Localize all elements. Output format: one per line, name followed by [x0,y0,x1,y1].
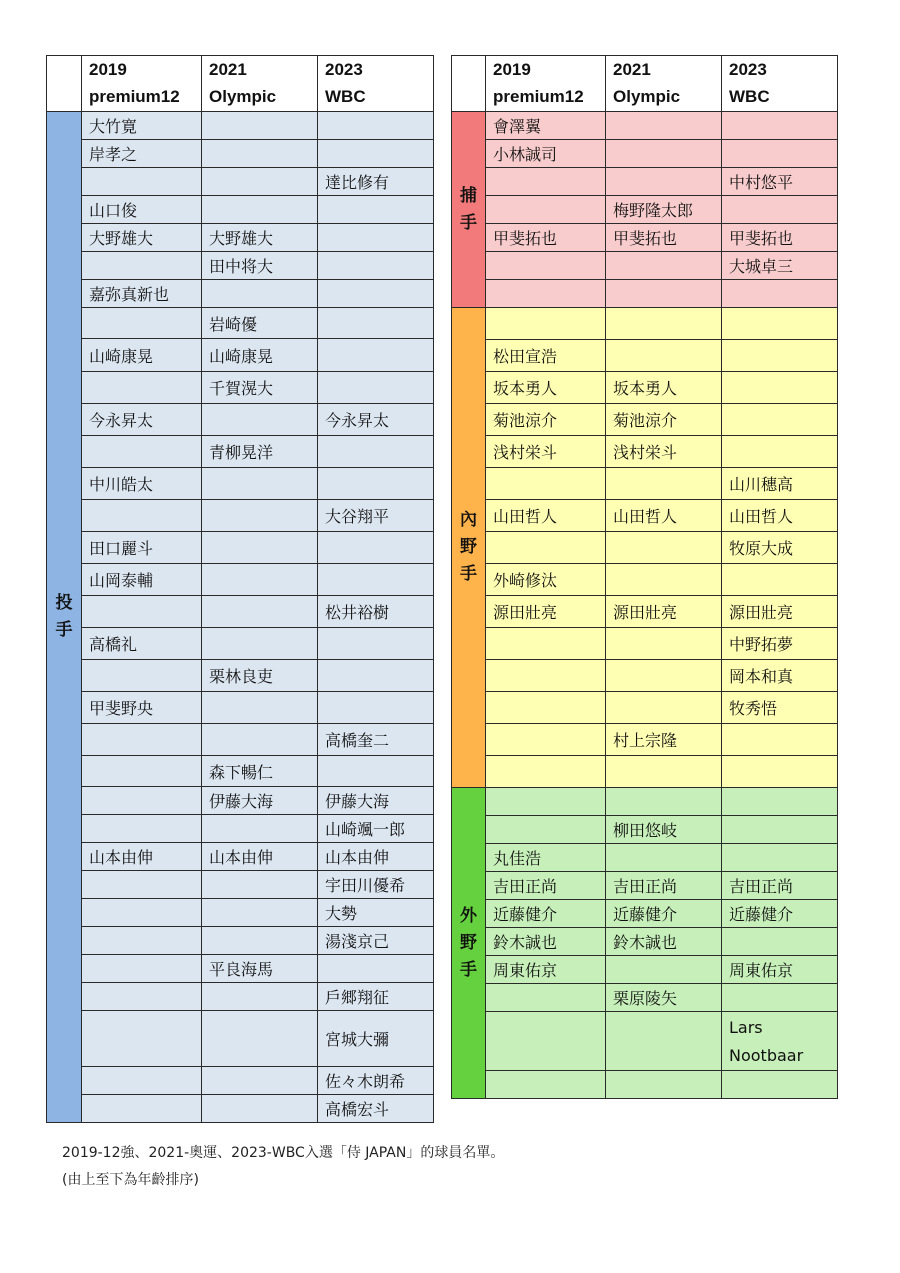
player-cell [202,168,318,196]
player-cell [486,280,606,308]
player-cell [606,112,722,140]
table-row [452,196,838,224]
player-cell [82,899,202,927]
player-cell [722,1071,838,1099]
player-cell: 田口麗斗 [82,532,202,564]
infielders-group-label [452,308,486,788]
player-cell [202,927,318,955]
table-row [452,564,838,596]
player-cell [202,692,318,724]
player-cell: 岸孝之 [82,140,202,168]
table-row [47,787,434,815]
player-cell: 大谷翔平 [318,500,434,532]
player-cell [82,1095,202,1123]
table-row [452,252,838,280]
player-cell: 山田哲人 [486,500,606,532]
table-row [452,308,838,340]
player-cell [722,340,838,372]
player-cell: 甲斐拓也 [486,224,606,252]
player-cell [202,899,318,927]
player-cell [202,724,318,756]
player-cell: 伊藤大海 [318,787,434,815]
table-row [452,140,838,168]
player-cell [82,955,202,983]
table-row [47,500,434,532]
outfielders-group-label [452,788,486,1099]
player-cell: 田中将大 [202,252,318,280]
group-label-char: 內 [460,510,477,530]
player-cell [722,816,838,844]
player-cell [606,756,722,788]
group-label-char: 外 [460,905,477,926]
table-row [452,404,838,436]
table-row [47,660,434,692]
player-cell [722,404,838,436]
player-cell [318,756,434,787]
table-row [452,1012,838,1071]
player-cell: 松井裕樹 [318,596,434,628]
table-row [452,168,838,196]
table-row [452,692,838,724]
player-cell [82,660,202,692]
player-cell [318,532,434,564]
player-cell [202,564,318,596]
player-cell [722,112,838,140]
group-label-char: 野 [460,932,477,953]
player-cell [318,252,434,280]
table-row [452,372,838,404]
player-cell [606,660,722,692]
player-cell [82,724,202,756]
player-cell: 近藤健介 [486,900,606,928]
player-cell: 吉田正尚 [722,872,838,900]
player-cell: 岩崎優 [202,308,318,339]
player-cell [202,596,318,628]
player-cell [202,983,318,1011]
player-cell [82,436,202,468]
table-row [47,436,434,468]
player-cell: 山岡泰輔 [82,564,202,596]
player-cell [82,756,202,787]
player-cell: 外崎修汰 [486,564,606,596]
player-cell [722,788,838,816]
player-cell: 山崎康晃 [202,339,318,372]
player-cell [606,1071,722,1099]
player-cell [606,1012,722,1071]
player-cell [82,927,202,955]
player-cell [82,308,202,339]
player-cell: 栗原陵矢 [606,984,722,1012]
player-cell [318,372,434,404]
player-cell: 牧原大成 [722,532,838,564]
table-row [47,756,434,787]
table-row [47,983,434,1011]
player-cell [202,815,318,843]
table-row [47,564,434,596]
fielders-table [451,55,838,1099]
player-cell: 大竹寛 [82,112,202,140]
player-cell [318,308,434,339]
player-cell [202,140,318,168]
player-cell [318,628,434,660]
table-row [47,404,434,436]
player-cell [82,372,202,404]
table-row [452,956,838,984]
player-cell: 山本由伸 [318,843,434,871]
player-cell [202,532,318,564]
table-row [452,628,838,660]
player-cell [486,168,606,196]
table-row [47,815,434,843]
player-cell [486,660,606,692]
player-cell: 森下暢仁 [202,756,318,787]
player-cell: 源田壯亮 [606,596,722,628]
player-cell: 山崎颯一郎 [318,815,434,843]
player-cell: 山本由伸 [82,843,202,871]
table-row [47,372,434,404]
player-cell [202,628,318,660]
table-row [452,224,838,252]
player-cell [486,196,606,224]
table-row [452,844,838,872]
player-cell: 山川穗高 [722,468,838,500]
player-cell: 近藤健介 [606,900,722,928]
header-row [452,56,838,112]
header-2021: 2021 Olympic [202,56,318,112]
catchers-group-label [452,112,486,308]
player-cell [606,692,722,724]
player-cell [82,1067,202,1095]
table-row [452,724,838,756]
player-cell [486,788,606,816]
player-cell [722,928,838,956]
player-cell [202,1095,318,1123]
table-row [452,112,838,140]
player-cell [318,436,434,468]
group-label-char: 手 [460,564,477,584]
player-cell [82,983,202,1011]
player-cell [722,196,838,224]
player-cell [318,660,434,692]
player-cell [722,308,838,340]
player-cell [486,692,606,724]
player-cell [606,788,722,816]
player-cell: 宮城大彌 [318,1011,434,1067]
group-label-char: 投 [55,593,73,613]
table-row [47,532,434,564]
player-cell [202,500,318,532]
table-row [47,927,434,955]
fielders-body [452,112,838,1099]
player-cell: 山田哲人 [722,500,838,532]
table-row [452,1071,838,1099]
player-cell [606,468,722,500]
player-cell [722,984,838,1012]
table-row [452,872,838,900]
player-cell [82,1011,202,1067]
player-cell: 周東佑京 [486,956,606,984]
player-cell: 鈴木誠也 [486,928,606,956]
player-cell [606,168,722,196]
table-row [47,468,434,500]
player-cell: 甲斐拓也 [606,224,722,252]
player-cell: 甲斐拓也 [722,224,838,252]
pitchers-body [47,112,434,1123]
player-cell [722,724,838,756]
player-cell: 山崎康晃 [82,339,202,372]
group-label-char: 手 [460,959,477,980]
group-label-char: 野 [460,537,477,557]
group-label-char: 捕 [460,185,477,206]
player-cell: 松田宣浩 [486,340,606,372]
player-cell: Lars Nootbaar [722,1012,838,1071]
player-cell [722,844,838,872]
table-row [47,339,434,372]
player-cell: 栗林良吏 [202,660,318,692]
player-cell [606,844,722,872]
table-row [452,816,838,844]
table-row [47,140,434,168]
player-cell: 高橋宏斗 [318,1095,434,1123]
player-cell [318,955,434,983]
pitchers-table [46,55,434,1123]
player-cell [202,112,318,140]
caption-line-2: (由上至下為年齡排序) [62,1172,199,1188]
player-cell [318,339,434,372]
player-cell [202,196,318,224]
player-cell [202,280,318,308]
player-cell [722,140,838,168]
player-cell: 會澤翼 [486,112,606,140]
player-cell: 湯淺京己 [318,927,434,955]
player-cell: 山田哲人 [606,500,722,532]
player-cell [486,628,606,660]
player-cell: 高橋礼 [82,628,202,660]
player-cell: 今永昇太 [318,404,434,436]
table-row [47,1011,434,1067]
player-cell [82,787,202,815]
header-row [47,56,434,112]
table-row [47,692,434,724]
player-cell: 坂本勇人 [606,372,722,404]
player-cell [606,532,722,564]
table-row [47,112,434,140]
header-2019: 2019 premium12 [82,56,202,112]
player-cell [318,280,434,308]
player-cell: 菊池涼介 [486,404,606,436]
player-cell [722,756,838,788]
header-2021: 2021 Olympic [606,56,722,112]
player-cell: 柳田悠岐 [606,816,722,844]
player-cell: 中野拓夢 [722,628,838,660]
player-cell [82,500,202,532]
player-cell [606,564,722,596]
player-cell [606,280,722,308]
player-cell: 大野雄大 [202,224,318,252]
table-row [452,500,838,532]
pitchers-group-label [47,112,82,1123]
table-row [47,843,434,871]
player-cell [82,168,202,196]
player-cell [202,1067,318,1095]
table-row [47,224,434,252]
player-cell: 中川皓太 [82,468,202,500]
player-cell [606,340,722,372]
player-cell [606,628,722,660]
table-row [452,900,838,928]
player-cell: 佐々木朗希 [318,1067,434,1095]
player-cell: 嘉弥真新也 [82,280,202,308]
player-cell: 宇田川優希 [318,871,434,899]
table-row [452,660,838,692]
player-cell [486,816,606,844]
table-row [452,788,838,816]
header-corner [452,56,486,112]
player-cell: 源田壯亮 [486,596,606,628]
player-cell: 中村悠平 [722,168,838,196]
table-row [47,955,434,983]
player-cell: 梅野隆太郎 [606,196,722,224]
table-row [452,340,838,372]
player-cell [486,468,606,500]
group-label-char: 手 [55,620,73,640]
player-cell: 山口俊 [82,196,202,224]
player-cell: 源田壯亮 [722,596,838,628]
table-row [47,1095,434,1123]
player-cell: 伊藤大海 [202,787,318,815]
player-cell: 村上宗隆 [606,724,722,756]
player-cell: 吉田正尚 [606,872,722,900]
player-cell [202,1011,318,1067]
player-cell: 甲斐野央 [82,692,202,724]
table-row [452,436,838,468]
table-row [452,468,838,500]
player-cell [82,596,202,628]
group-label-char: 手 [460,212,477,233]
player-cell: 岡本和真 [722,660,838,692]
player-cell: 大城卓三 [722,252,838,280]
table-row [47,168,434,196]
player-cell [606,252,722,280]
table-row [47,252,434,280]
player-cell: 牧秀悟 [722,692,838,724]
table-row [452,928,838,956]
header-2023: 2023 WBC [318,56,434,112]
player-cell: 青柳晃洋 [202,436,318,468]
player-cell [486,756,606,788]
player-cell: 吉田正尚 [486,872,606,900]
player-cell: 戶郷翔征 [318,983,434,1011]
table-row [47,308,434,339]
table-row [47,196,434,224]
player-cell: 菊池涼介 [606,404,722,436]
player-cell [722,372,838,404]
table-row [47,899,434,927]
table-row [47,871,434,899]
player-cell [486,532,606,564]
player-cell [82,252,202,280]
player-cell [606,308,722,340]
player-cell: 平良海馬 [202,955,318,983]
player-cell [318,196,434,224]
player-cell: 浅村栄斗 [606,436,722,468]
player-cell: 大勢 [318,899,434,927]
header-2023: 2023 WBC [722,56,838,112]
player-cell [486,308,606,340]
player-cell [486,724,606,756]
player-cell [82,815,202,843]
player-cell [202,404,318,436]
caption-line-1: 2019-12強、2021-奧運、2023-WBC入選「侍 JAPAN」的球員名單。 [62,1145,505,1161]
player-cell [82,871,202,899]
table-row [452,756,838,788]
player-cell: 丸佳浩 [486,844,606,872]
player-cell [606,956,722,984]
player-cell [486,984,606,1012]
player-cell [486,252,606,280]
table-row [452,532,838,564]
player-cell: 坂本勇人 [486,372,606,404]
header-corner [47,56,82,112]
player-cell: 山本由伸 [202,843,318,871]
player-cell [318,564,434,596]
header-2019: 2019 premium12 [486,56,606,112]
player-cell: 鈴木誠也 [606,928,722,956]
player-cell: 高橋奎二 [318,724,434,756]
table-row [452,596,838,628]
player-cell: 周東佑京 [722,956,838,984]
player-cell [318,224,434,252]
table-row [47,628,434,660]
player-cell: 浅村栄斗 [486,436,606,468]
player-cell [318,112,434,140]
player-cell [318,468,434,500]
player-cell [722,436,838,468]
table-row [452,280,838,308]
player-cell: 近藤健介 [722,900,838,928]
player-cell [722,564,838,596]
player-cell [486,1071,606,1099]
player-cell [606,140,722,168]
player-cell [202,871,318,899]
table-row [47,280,434,308]
player-cell [318,692,434,724]
player-cell [202,468,318,500]
player-cell [318,140,434,168]
table-row [47,1067,434,1095]
player-cell: 今永昇太 [82,404,202,436]
player-cell: 小林誠司 [486,140,606,168]
player-cell: 大野雄大 [82,224,202,252]
player-cell: 千賀滉大 [202,372,318,404]
player-cell: 達比修有 [318,168,434,196]
table-row [47,596,434,628]
player-cell [486,1012,606,1071]
table-row [47,724,434,756]
table-row [452,984,838,1012]
player-cell [722,280,838,308]
